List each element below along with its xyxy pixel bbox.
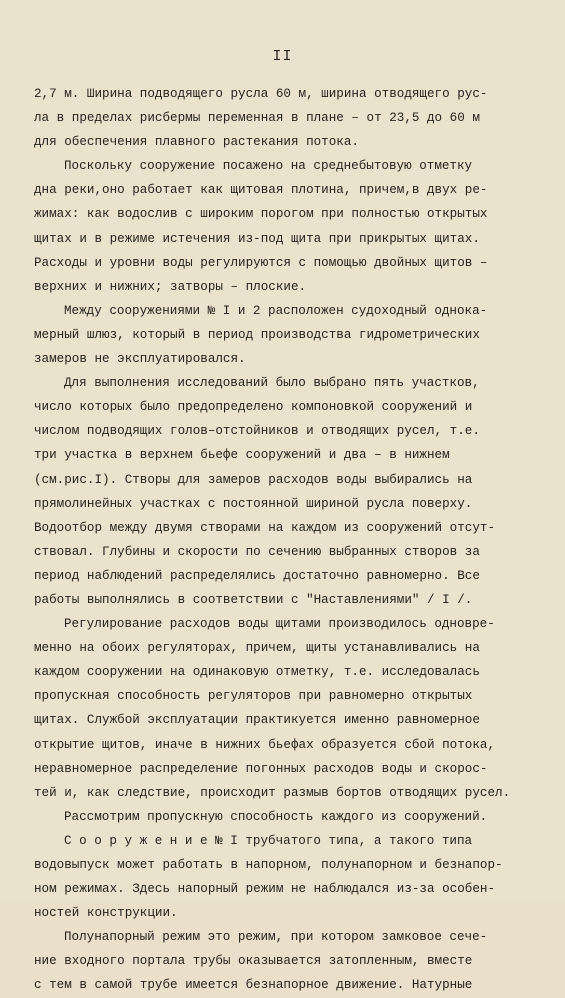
text-line: тей и, как следствие, происходит размыв бортов отводящих русел. — [34, 785, 511, 800]
text-line: ном режимах. Здесь напорный режим не наблюдался из-за особен- — [34, 882, 496, 897]
text-line: ла в пределах рисбермы переменная в плане – от 23,5 до 60 м — [34, 111, 480, 126]
text-line: три участка в верхнем бьефе сооружений и два – в нижнем — [34, 448, 450, 463]
text-line: ствовал. Глубины и скорости по сечению выбранных створов за — [34, 544, 480, 559]
text-line: числом подводящих голов–отстойников и отводящих русел, т.е. — [34, 424, 480, 439]
text-line: С о о р у ж е н и е № I трубчатого типа, а такого типа — [64, 833, 473, 848]
text-line: открытие щитов, иначе в нижних бьефах образуется сбой потока, — [34, 737, 496, 752]
text-line: верхних и нижних; затворы – плоские. — [34, 279, 307, 294]
text-line: ние входного портала трубы оказывается затопленным, вместе — [34, 954, 473, 969]
body-text — [34, 82, 544, 998]
text-line: жимах: как водослив с широким порогом при полностью открытых — [34, 207, 488, 222]
text-line: период наблюдений распределялись достаточно равномерно. Все — [34, 568, 480, 583]
text-line: пропускная способность регуляторов при равномерно открытых — [34, 689, 473, 704]
text-line: работы выполнялись в соответствии с "Наставлениями" / I /. — [34, 592, 473, 607]
page-number: II — [272, 48, 293, 65]
text-line: Расходы и уровни воды регулируются с помощью двойных щитов – — [34, 255, 488, 270]
text-line: для обеспечения плавного растекания потока. — [34, 135, 359, 150]
text-line: щитах и в режиме истечения из-под щита при прикрытых щитах. — [34, 231, 480, 246]
text-line: замеров не эксплуатировался. — [34, 352, 246, 367]
text-line: щитах. Службой эксплуатации практикуется именно равномерное — [34, 713, 480, 728]
text-line: ностей конструкции. — [34, 906, 178, 921]
text-line: Полунапорный режим это режим, при котором замковое сече- — [64, 930, 488, 945]
text-line: водовыпуск может работать в напорном, полунапорном и безнапор- — [34, 858, 503, 872]
text-line: каждом сооружении на одинаковую отметку, т.е. исследовалась — [34, 665, 480, 680]
text-line: менно на обоих регуляторах, причем, щиты устанавливались на — [34, 641, 480, 656]
text-line: 2,7 м. Ширина подводящего русла 60 м, ширина отводящего рус- — [34, 87, 488, 101]
text-line: Поскольку сооружение посажено на среднебытовую отметку — [64, 159, 473, 174]
text-line: Для выполнения исследований было выбрано пять участков, — [64, 376, 480, 391]
text-line: мерный шлюз, который в период производства гидрометрических — [34, 327, 480, 342]
text-line: прямолинейных участках с постоянной шириной русла поверху. — [34, 496, 473, 511]
text-line: Регулирование расходов воды щитами производилось одновре- — [64, 617, 495, 632]
text-line: число которых было предопределено компоновкой сооружений и — [34, 400, 473, 415]
text-line: неравномерное распределение погонных расходов воды и скорос- — [34, 761, 488, 776]
text-line: Рассмотрим пропускную способность каждого из сооружений. — [64, 809, 488, 824]
text-line: с тем в самой трубе имеется безнапорное движение. Натурные — [34, 978, 473, 993]
text-line: (см.рис.I). Створы для замеров расходов воды выбирались на — [34, 472, 473, 487]
text-line: Между сооружениями № I и 2 расположен судоходный однока- — [64, 303, 488, 318]
text-line: дна реки,оно работает как щитовая плотина, причем,в двух ре- — [34, 183, 488, 198]
text-line: Водоотбор между двумя створами на каждом из сооружений отсут- — [34, 520, 496, 535]
